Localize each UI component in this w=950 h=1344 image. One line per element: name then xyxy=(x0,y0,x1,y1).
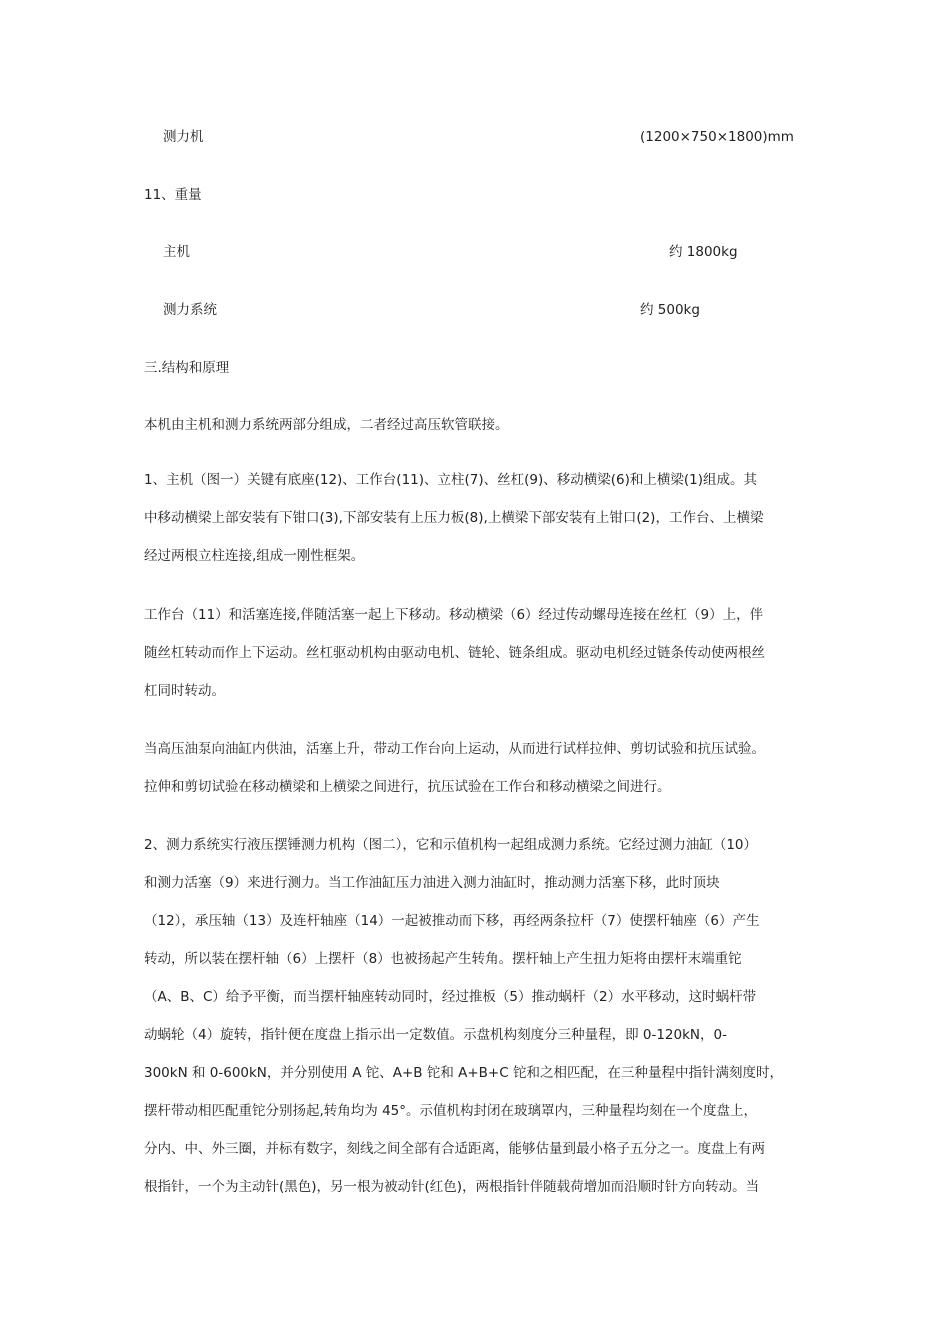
paragraph-line: 随丝杠转动而作上下运动。丝杠驱动机构由驱动电机、链轮、链条组成。驱动电机经过链条传动使两根丝 xyxy=(144,645,765,661)
spec-value: 约 1800kg xyxy=(669,244,738,260)
section-title xyxy=(144,357,808,379)
paragraph-oil-pump xyxy=(144,738,808,814)
paragraph-force-system xyxy=(144,834,808,1214)
spec-heading: 11、重量 xyxy=(144,187,202,203)
paragraph-line: 中移动横梁上部安装有下钳口(3),下部安装有上压力板(8),上横梁下部安装有上钳口(2)，工作台、上横梁 xyxy=(144,510,764,526)
paragraph-line: 转动，所以装在摆杆轴（6）上摆杆（8）也被扬起产生转角。摆杆轴上产生扭力矩将由摆杆末端重铊 xyxy=(144,951,742,967)
paragraph-line: 摆杆带动相匹配重铊分别扬起,转角均为 45°。示值机构封闭在玻璃罩内，三种量程均刻在一个度盘上， xyxy=(144,1103,758,1119)
intro-text: 本机由主机和测力系统两部分组成，二者经过高压软管联接。 xyxy=(144,417,509,433)
spec-row-force-machine xyxy=(144,126,808,148)
paragraph-line: （A、B、C）给予平衡，而当摆杆轴座转动同时，经过推板（5）推动蜗杆（2）水平移动，这时蜗杆带 xyxy=(144,989,757,1005)
spec-row-force-system xyxy=(144,299,808,321)
paragraph-worktable xyxy=(144,604,808,718)
paragraph-line: 经过两根立柱连接,组成一刚性框架。 xyxy=(144,548,365,564)
spec-label: 测力机 xyxy=(163,129,204,145)
paragraph-line: 2、测力系统实行液压摆锤测力机构（图二），它和示值机构一起组成测力系统。它经过测力油缸（10） xyxy=(144,837,758,853)
paragraph-main-machine xyxy=(144,469,808,583)
spec-label: 测力系统 xyxy=(163,302,217,318)
section-title-text: 三.结构和原理 xyxy=(144,360,230,376)
spec-row-main-machine xyxy=(144,241,808,263)
paragraph-line: 1、主机（图一）关键有底座(12)、工作台(11)、立柱(7)、丝杠(9)、移动横梁(6)和上横梁(1)组成。其 xyxy=(144,472,758,488)
spec-row-weight-heading xyxy=(144,184,808,206)
paragraph-line: （12），承压轴（13）及连杆轴座（14）一起被推动而下移，再经两条拉杆（7）使摆杆轴座（6）产生 xyxy=(144,913,760,929)
paragraph-line: 当高压油泵向油缸内供油，活塞上升，带动工作台向上运动，从而进行试样拉伸、剪切试验和抗压试验。 xyxy=(144,741,765,757)
intro-paragraph xyxy=(144,414,808,436)
spec-label: 主机 xyxy=(163,244,190,260)
paragraph-line: 分内、中、外三圈，并标有数字，刻线之间全部有合适距离，能够估量到最小格子五分之一。度盘上有两 xyxy=(144,1141,765,1157)
paragraph-line: 根指针，一个为主动针(黑色)，另一根为被动针(红色)，两根指针伴随载荷增加而沿顺时针方向转动。当 xyxy=(144,1179,760,1195)
paragraph-line: 杠同时转动。 xyxy=(144,683,225,699)
paragraph-line: 动蜗轮（4）旋转，指针便在度盘上指示出一定数值。示盘机构刻度分三种量程，即 0-120kN，0- xyxy=(144,1027,727,1043)
spec-value: 约 500kg xyxy=(640,302,700,318)
paragraph-line: 300kN 和 0-600kN，并分别使用 A 铊、A+B 铊和 A+B+C 铊和之相匹配，在三种量程中指针满刻度时， xyxy=(144,1065,783,1081)
paragraph-line: 工作台（11）和活塞连接,伴随活塞一起上下移动。移动横梁（6）经过传动螺母连接在丝杠（9）上，伴 xyxy=(144,607,764,623)
spec-value: (1200×750×1800)mm xyxy=(640,129,794,145)
paragraph-line: 拉伸和剪切试验在移动横梁和上横梁之间进行，抗压试验在工作台和移动横梁之间进行。 xyxy=(144,779,671,795)
paragraph-line: 和测力活塞（9）来进行测力。当工作油缸压力油进入测力油缸时，推动测力活塞下移，此时顶块 xyxy=(144,875,720,891)
